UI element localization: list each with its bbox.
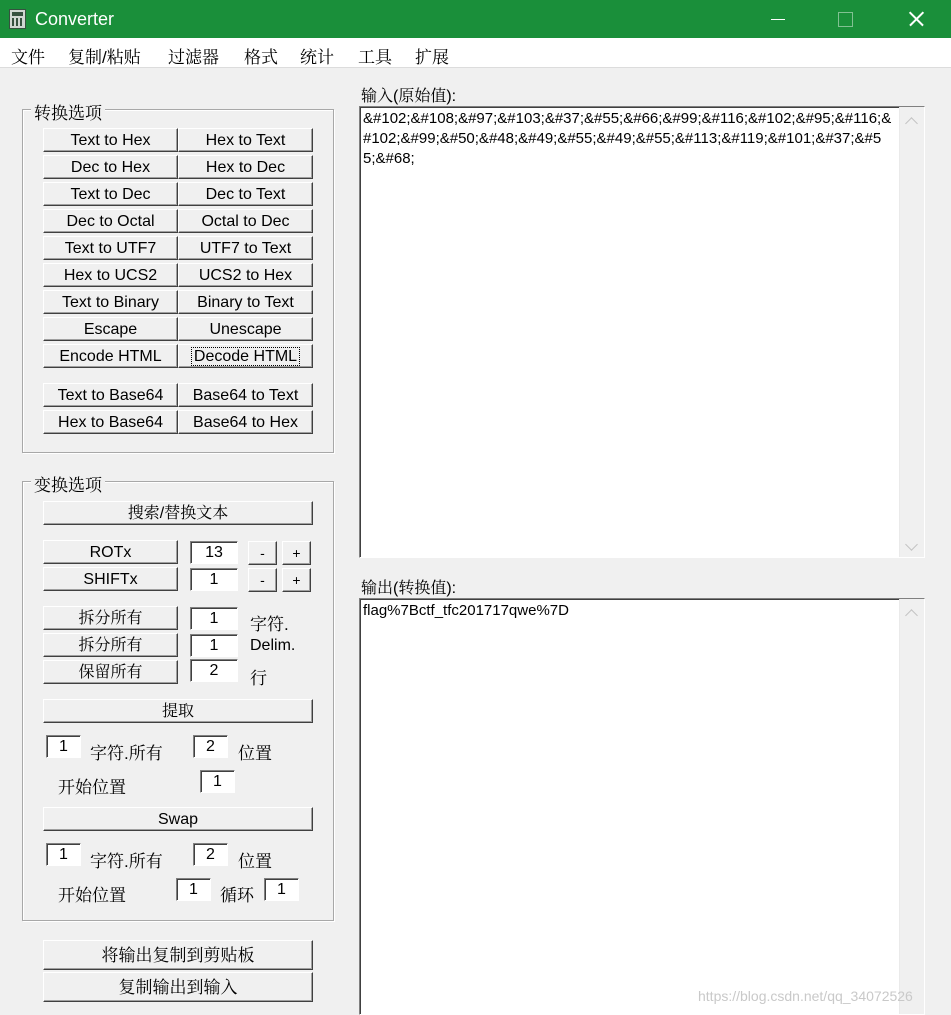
hex-to-base64-button[interactable]: Hex to Base64 bbox=[43, 410, 178, 434]
base64-to-hex-button[interactable]: Base64 to Hex bbox=[178, 410, 313, 434]
menu-format[interactable]: 格式 bbox=[244, 48, 278, 67]
search-replace-button[interactable]: 搜索/替换文本 bbox=[43, 501, 313, 525]
extract-count-label: 字符.所有 bbox=[90, 744, 163, 763]
menu-copy-paste[interactable]: 复制/粘贴 bbox=[68, 48, 141, 67]
close-button[interactable] bbox=[892, 0, 938, 38]
shiftx-value[interactable]: 1 bbox=[190, 568, 238, 591]
rotx-decrease-button[interactable]: - bbox=[248, 541, 277, 565]
split-chars-button[interactable]: 拆分所有 bbox=[43, 606, 178, 630]
shiftx-decrease-button[interactable]: - bbox=[248, 568, 277, 592]
keep-lines-value[interactable]: 2 bbox=[190, 659, 238, 682]
input-label: 输入(原始值): bbox=[361, 88, 457, 105]
minimize-button[interactable] bbox=[755, 0, 801, 38]
maximize-button[interactable] bbox=[822, 0, 868, 38]
keep-lines-button[interactable]: 保留所有 bbox=[43, 660, 178, 684]
swap-loop-value[interactable]: 1 bbox=[264, 878, 299, 901]
hex-to-dec-button[interactable]: Hex to Dec bbox=[178, 155, 313, 179]
dec-to-octal-button[interactable]: Dec to Octal bbox=[43, 209, 178, 233]
split-chars-value[interactable]: 1 bbox=[190, 607, 238, 630]
dec-to-text-button[interactable]: Dec to Text bbox=[178, 182, 313, 206]
output-label: 输出(转换值): bbox=[361, 580, 457, 597]
swap-count-label: 字符.所有 bbox=[90, 852, 163, 871]
dec-to-hex-button[interactable]: Dec to Hex bbox=[43, 155, 178, 179]
encode-html-button[interactable]: Encode HTML bbox=[43, 344, 178, 368]
output-textarea[interactable] bbox=[359, 598, 925, 1015]
hex-to-ucs2-button[interactable]: Hex to UCS2 bbox=[43, 263, 178, 287]
convert-options-title: 转换选项 bbox=[31, 99, 105, 124]
base64-to-text-button[interactable]: Base64 to Text bbox=[178, 383, 313, 407]
extract-position-value[interactable]: 2 bbox=[193, 735, 228, 758]
rotx-value[interactable]: 13 bbox=[190, 541, 238, 564]
binary-to-text-button[interactable]: Binary to Text bbox=[178, 290, 313, 314]
shiftx-button[interactable]: SHIFTx bbox=[43, 567, 178, 591]
scroll-up-arrow-icon[interactable] bbox=[905, 117, 918, 130]
rotx-button[interactable]: ROTx bbox=[43, 540, 178, 564]
text-to-hex-button[interactable]: Text to Hex bbox=[43, 128, 178, 152]
split-delim-button[interactable]: 拆分所有 bbox=[43, 633, 178, 657]
utf7-to-text-button[interactable]: UTF7 to Text bbox=[178, 236, 313, 260]
swap-count-value[interactable]: 1 bbox=[46, 843, 81, 866]
decode-html-button[interactable]: Decode HTML bbox=[178, 344, 313, 368]
menu-filters[interactable]: 过滤器 bbox=[168, 48, 219, 67]
text-to-binary-button[interactable]: Text to Binary bbox=[43, 290, 178, 314]
extract-button[interactable]: 提取 bbox=[43, 699, 313, 723]
swap-start-label: 开始位置 bbox=[58, 886, 126, 905]
menu-bar bbox=[0, 38, 951, 68]
swap-position-label: 位置 bbox=[238, 852, 272, 871]
menu-statistics[interactable]: 统计 bbox=[300, 48, 334, 67]
input-text: &#102;&#108;&#97;&#103;&#37;&#55;&#66;&#99;&#116;&#102;&#95;&#116;&#102;&#99;&#50;&#48;&#49;&#55;&#49;&#55;&#113;&#119;&#101;&#37;&#55;&#68; bbox=[363, 110, 892, 167]
extract-count-value[interactable]: 1 bbox=[46, 735, 81, 758]
output-text: flag%7Bctf_tfc201717qwe%7D bbox=[363, 602, 569, 619]
ucs2-to-hex-button[interactable]: UCS2 to Hex bbox=[178, 263, 313, 287]
octal-to-dec-button[interactable]: Octal to Dec bbox=[178, 209, 313, 233]
menu-file[interactable]: 文件 bbox=[11, 48, 45, 67]
window-title: Converter bbox=[35, 9, 115, 29]
input-scrollbar[interactable] bbox=[899, 107, 924, 557]
escape-button[interactable]: Escape bbox=[43, 317, 178, 341]
extract-start-label: 开始位置 bbox=[58, 778, 126, 797]
text-to-utf7-button[interactable]: Text to UTF7 bbox=[43, 236, 178, 260]
copy-output-to-clipboard-button[interactable]: 将输出复制到剪贴板 bbox=[43, 940, 313, 970]
watermark: https://blog.csdn.net/qq_34072526 bbox=[698, 988, 913, 1004]
shiftx-increase-button[interactable]: + bbox=[282, 568, 311, 592]
input-textarea[interactable] bbox=[359, 106, 925, 558]
menu-extensions[interactable]: 扩展 bbox=[415, 48, 449, 67]
swap-start-value[interactable]: 1 bbox=[176, 878, 211, 901]
rotx-increase-button[interactable]: + bbox=[282, 541, 311, 565]
unescape-button[interactable]: Unescape bbox=[178, 317, 313, 341]
split-delim-unit: Delim. bbox=[250, 637, 296, 654]
swap-position-value[interactable]: 2 bbox=[193, 843, 228, 866]
text-to-dec-button[interactable]: Text to Dec bbox=[43, 182, 178, 206]
scroll-up-arrow-icon[interactable] bbox=[905, 609, 918, 622]
extract-start-value[interactable]: 1 bbox=[200, 770, 235, 793]
swap-button[interactable]: Swap bbox=[43, 807, 313, 831]
transform-options-title: 变换选项 bbox=[31, 471, 105, 496]
calculator-icon bbox=[9, 9, 26, 29]
copy-output-to-input-button[interactable]: 复制输出到输入 bbox=[43, 972, 313, 1002]
menu-tools[interactable]: 工具 bbox=[358, 48, 392, 67]
output-scrollbar[interactable] bbox=[899, 599, 924, 1014]
hex-to-text-button[interactable]: Hex to Text bbox=[178, 128, 313, 152]
swap-loop-label: 循环 bbox=[220, 886, 254, 905]
scroll-down-arrow-icon[interactable] bbox=[905, 538, 918, 551]
split-chars-unit: 字符. bbox=[250, 615, 289, 634]
title-bar bbox=[0, 0, 951, 38]
split-delim-value[interactable]: 1 bbox=[190, 634, 238, 657]
keep-lines-unit: 行 bbox=[250, 669, 267, 688]
text-to-base64-button[interactable]: Text to Base64 bbox=[43, 383, 178, 407]
extract-position-label: 位置 bbox=[238, 744, 272, 763]
